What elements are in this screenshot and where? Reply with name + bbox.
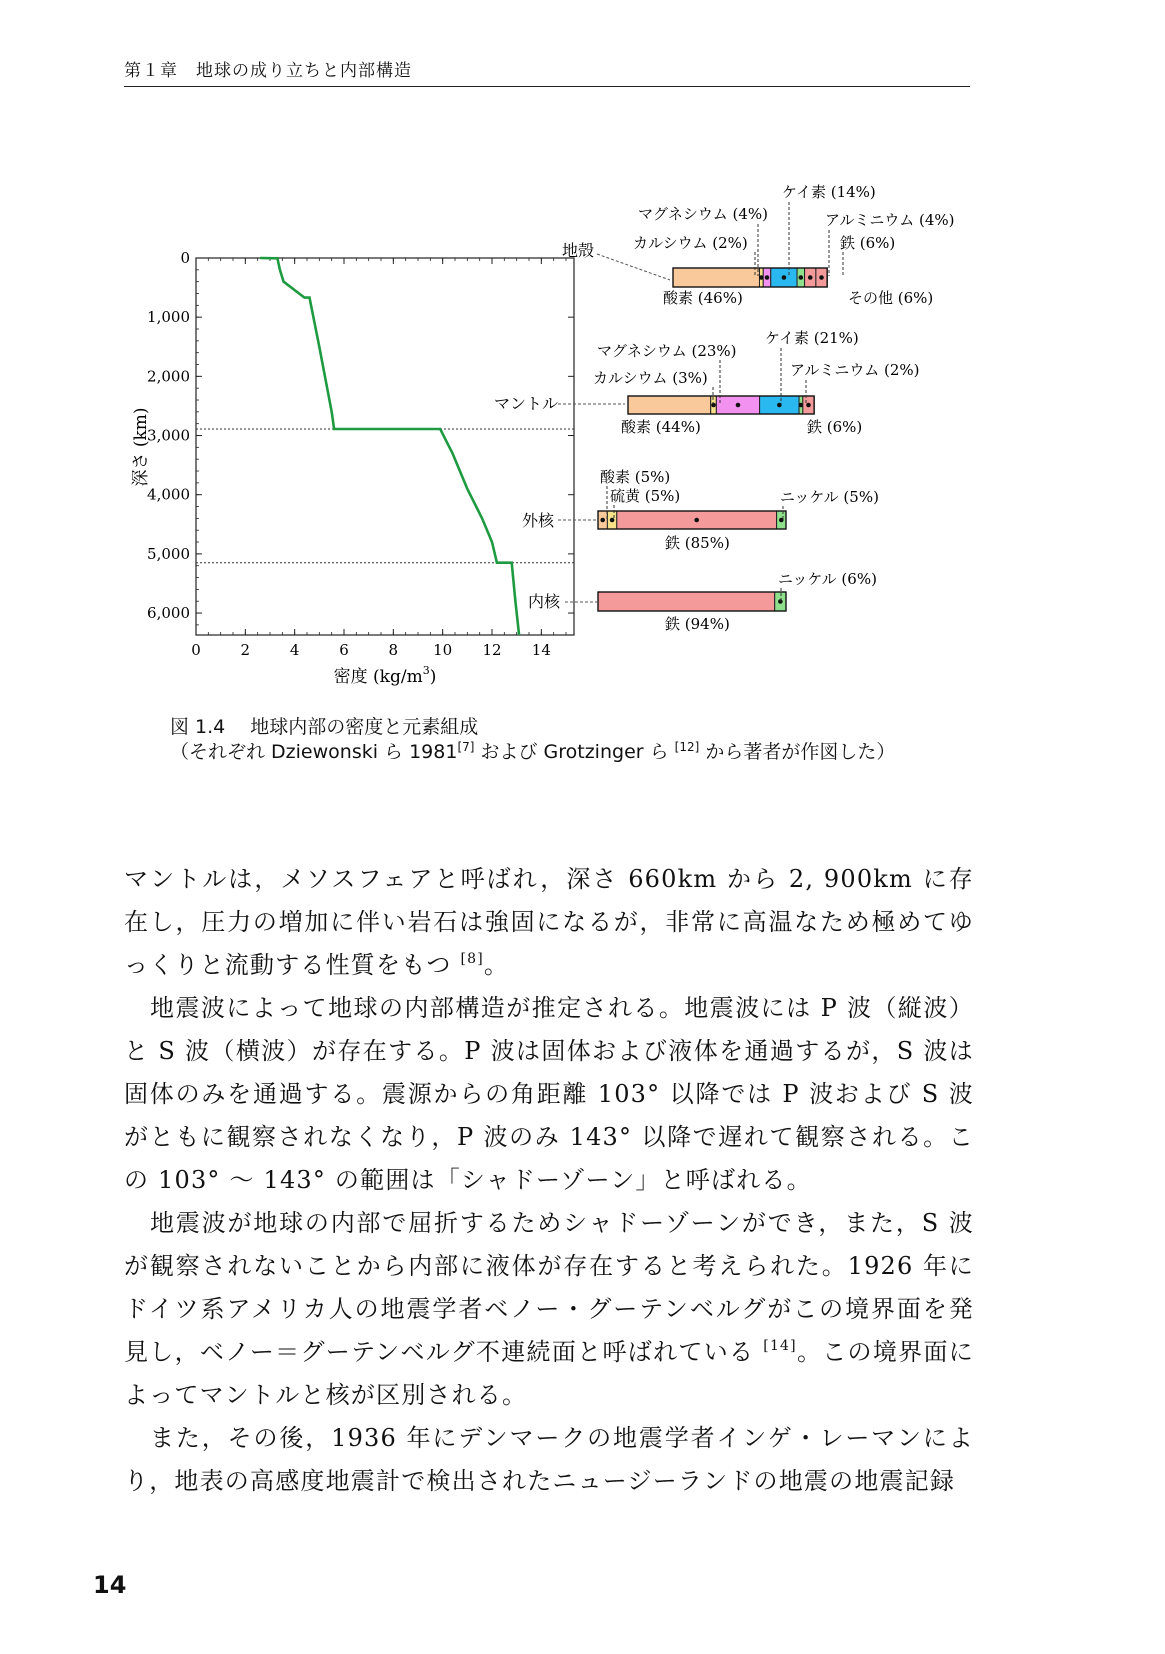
y-axis-label: 深さ (km) (131, 407, 151, 487)
y-tick-label: 6,000 (147, 604, 190, 623)
mantle-label-magnesium: マグネシウム (23%) (597, 342, 737, 360)
crust-label-calcium: カルシウム (2%) (633, 234, 748, 252)
inner-core-label-iron: 鉄 (94%) (665, 615, 730, 633)
layer-label-inner-core: 内核 (528, 592, 561, 611)
citation: [8] (460, 951, 484, 967)
segment-marker (765, 275, 770, 280)
mantle-label-silicon: ケイ素 (21%) (765, 329, 859, 347)
outer-core-label-oxygen: 酸素 (5%) (600, 468, 671, 486)
x-ticks (191, 258, 566, 659)
figure-density-composition (0, 0, 1165, 710)
plot-frame (196, 258, 574, 635)
crust-label-oxygen: 酸素 (46%) (663, 289, 743, 307)
page-number: 14 (93, 1571, 127, 1599)
arrow-crust (597, 254, 670, 280)
bar-segment (673, 268, 759, 287)
mantle-label-aluminium: アルミニウム (2%) (790, 361, 920, 379)
crust-label-magnesium: マグネシウム (4%) (638, 205, 768, 223)
mantle-label-iron: 鉄 (6%) (807, 418, 863, 436)
caption-title: 図 1.4 地球内部の密度と元素組成 (170, 716, 479, 738)
y-tick-label: 4,000 (147, 485, 190, 504)
paragraph: マントルは，メソスフェアと呼ばれ，深さ 660km から 2, 900km に存在し，圧力の増加に伴い岩石は強固になるが，非常に高温なため極めてゆっくりと流動する性質をもつ [8]。 (124, 865, 974, 979)
x-tick-label: 8 (388, 641, 399, 659)
layer-label-outer-core: 外核 (522, 511, 555, 530)
mantle-label-calcium: カルシウム (3%) (593, 369, 708, 387)
x-tick-label: 0 (191, 641, 201, 659)
y-tick-label: 1,000 (147, 308, 190, 327)
crust-label-aluminium: アルミニウム (4%) (825, 211, 955, 229)
y-tick-label: 3,000 (147, 426, 190, 445)
bar-segment (628, 396, 711, 414)
y-tick-label: 5,000 (147, 544, 190, 563)
figure-caption (170, 715, 950, 765)
x-axis-label: 密度 $(kg/m^3)$ (333, 664, 437, 687)
segment-marker (711, 403, 716, 408)
layer-label-crust: 地殻 (562, 241, 595, 260)
segment-marker (808, 275, 813, 280)
boundary-lines (196, 429, 574, 563)
segment-marker (799, 275, 804, 280)
segment-marker (819, 275, 824, 280)
segment-marker (782, 275, 787, 280)
segment-marker (600, 518, 605, 523)
segment-marker (610, 518, 615, 523)
y-tick-label: 2,000 (147, 367, 190, 386)
segment-marker (806, 403, 811, 408)
x-tick-label: 6 (339, 641, 349, 659)
x-tick-label: 12 (482, 641, 502, 659)
x-tick-label: 2 (240, 641, 251, 659)
density-curve (260, 258, 519, 635)
y-ticks (147, 249, 574, 625)
citation: [14] (763, 1338, 797, 1354)
density-chart (131, 249, 574, 687)
outer-core-label-nickel: ニッケル (5%) (780, 488, 879, 506)
body-text (124, 858, 974, 1503)
crust-label-other: その他 (6%) (848, 289, 934, 307)
crust-label-silicon: ケイ素 (14%) (782, 183, 876, 201)
mantle-label-oxygen: 酸素 (44%) (621, 418, 701, 436)
paragraph: また，その後，1936 年にデンマークの地震学者インゲ・レーマンにより，地表の高感度地震計で検出されたニュージーランドの地震の地震記録 (124, 1424, 974, 1495)
caption-note: （それぞれ Dziewonski ら 1981[7] および Grotzinger ら [12] から著者が作図した） (170, 740, 896, 763)
inner-core-label-nickel: ニッケル (6%) (778, 570, 877, 588)
crust-label-iron: 鉄 (6%) (840, 234, 896, 252)
segment-marker (778, 599, 783, 604)
bar-segment (598, 592, 775, 611)
x-tick-label: 10 (433, 641, 453, 659)
paragraph: 地震波によって地球の内部構造が推定される。地震波には P 波（縦波）と S 波（横波）が存在する。P 波は固体および液体を通過するが，S 波は固体のみを通過する。震源からの角距離 103° 以降では P 波および S 波がともに観察されなくなり，P 波のみ 143° 以降で遅れて観察される。この 103° ～ 143° の範囲は「シャドーゾーン」と呼ばれる。 (124, 994, 974, 1194)
layer-label-mantle: マントル (494, 394, 559, 413)
citation: [7] (457, 740, 475, 754)
x-tick-label: 4 (289, 641, 300, 659)
composition-bars (598, 268, 827, 611)
citation: [12] (674, 740, 700, 754)
paragraph: 地震波が地球の内部で屈折するためシャドーゾーンができ，また，S 波が観察されないことから内部に液体が存在すると考えられた。1926 年にドイツ系アメリカ人の地震学者ベノー・グーテンベルグがこの境界面を発見し，ベノー＝グーテンベルグ不連続面と呼ばれている [14]。この境界面によってマントルと核が区別される。 (124, 1209, 974, 1409)
outer-core-label-iron: 鉄 (85%) (665, 534, 730, 552)
running-title: 第１章 地球の成り立ちと内部構造 (124, 61, 412, 81)
x-tick-label: 14 (531, 641, 551, 659)
y-tick-label: 0 (180, 249, 190, 267)
segment-marker (694, 518, 699, 523)
segment-marker (736, 403, 741, 408)
outer-core-label-sulfur: 硫黄 (5%) (610, 487, 681, 505)
